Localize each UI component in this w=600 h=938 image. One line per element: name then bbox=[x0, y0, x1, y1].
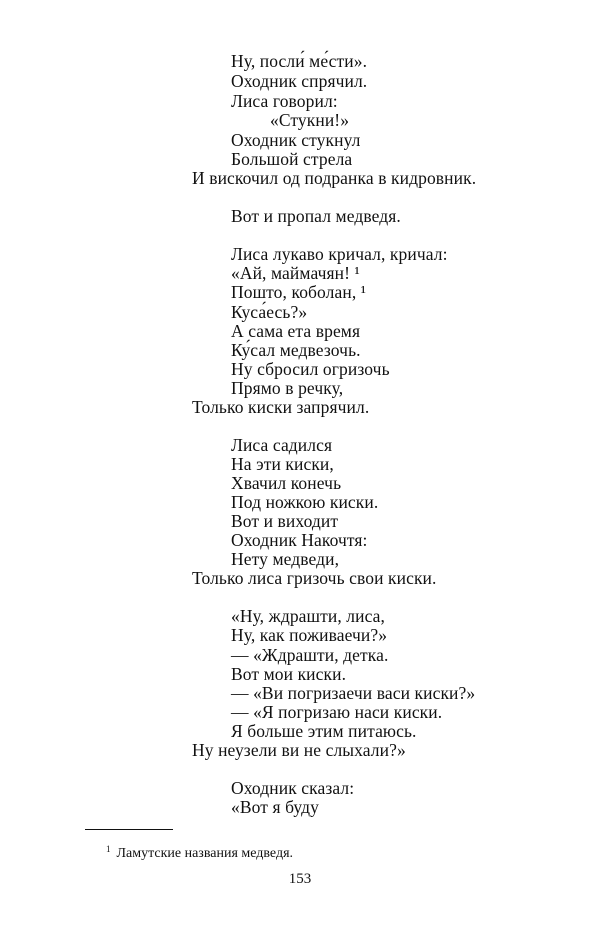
poem-line: Под ножкою киски. bbox=[231, 492, 379, 512]
poem-line: Только киски запрячил. bbox=[192, 397, 370, 417]
poem-line: Хвачил конечь bbox=[231, 473, 342, 493]
poem-line: Пошто, коболан, ¹ bbox=[231, 282, 367, 302]
footnote-text: Ламутские названия медведя. bbox=[116, 846, 294, 861]
poem-line: Я больше этим питаюсь. bbox=[231, 721, 417, 741]
poem-line: Прямо в речку, bbox=[231, 378, 344, 398]
poem-line: «Ай, маймачян! ¹ bbox=[231, 263, 360, 283]
poem-line: Куса́есь?» bbox=[231, 302, 308, 322]
poem-line: Только лиса гризочь свои киски. bbox=[192, 568, 437, 588]
poem-line: Ну неузели ви не слыхали?» bbox=[192, 740, 406, 760]
poem-line: И вискочил од подранка в кидровник. bbox=[192, 168, 477, 188]
poem-line: Лиса лукаво кричал, кричал: bbox=[231, 244, 448, 264]
poem-line: На эти киски, bbox=[231, 454, 334, 474]
poem-line: Оходник спрячил. bbox=[231, 71, 368, 91]
page-number: 153 bbox=[288, 871, 312, 887]
poem-line: Оходник сказал: bbox=[231, 778, 355, 798]
poem-line: «Вот я буду bbox=[231, 797, 320, 817]
poem-line: Лиса садился bbox=[231, 435, 333, 455]
poem-line: А сама ета время bbox=[231, 321, 361, 341]
poem-line: — «Я погризаю наси киски. bbox=[231, 702, 443, 722]
poem-line: Вот и виходит bbox=[231, 511, 339, 531]
poem-line: «Ну, ждрашти, лиса, bbox=[231, 606, 386, 626]
footnote bbox=[106, 841, 293, 862]
poem-line: Ну, посли́ ме́сти». bbox=[231, 51, 368, 71]
poem-line: Ку́сал медвезочь. bbox=[231, 340, 361, 360]
poem-line: Ну сбросил огризочь bbox=[231, 359, 390, 379]
poem-line: — «Ждрашти, детка. bbox=[231, 645, 389, 665]
poem-line: Вот мои киски. bbox=[231, 664, 347, 684]
footnote-divider bbox=[85, 829, 173, 830]
poem-line: Ну, как поживаечи?» bbox=[231, 625, 388, 645]
poem-line: Большой стрела bbox=[231, 149, 353, 169]
poem-line: — «Ви погризаечи васи киски?» bbox=[231, 683, 476, 703]
poem-line: Оходник стукнул bbox=[231, 130, 361, 150]
poem-line: Вот и пропал медведя. bbox=[231, 206, 401, 226]
poem-line: Нету медведи, bbox=[231, 549, 340, 569]
poem-line: Оходник Накочтя: bbox=[231, 530, 368, 550]
poem-line: «Стукни!» bbox=[270, 110, 350, 130]
poem-line: Лиса говорил: bbox=[231, 91, 338, 111]
footnote-marker: 1 bbox=[106, 844, 111, 854]
